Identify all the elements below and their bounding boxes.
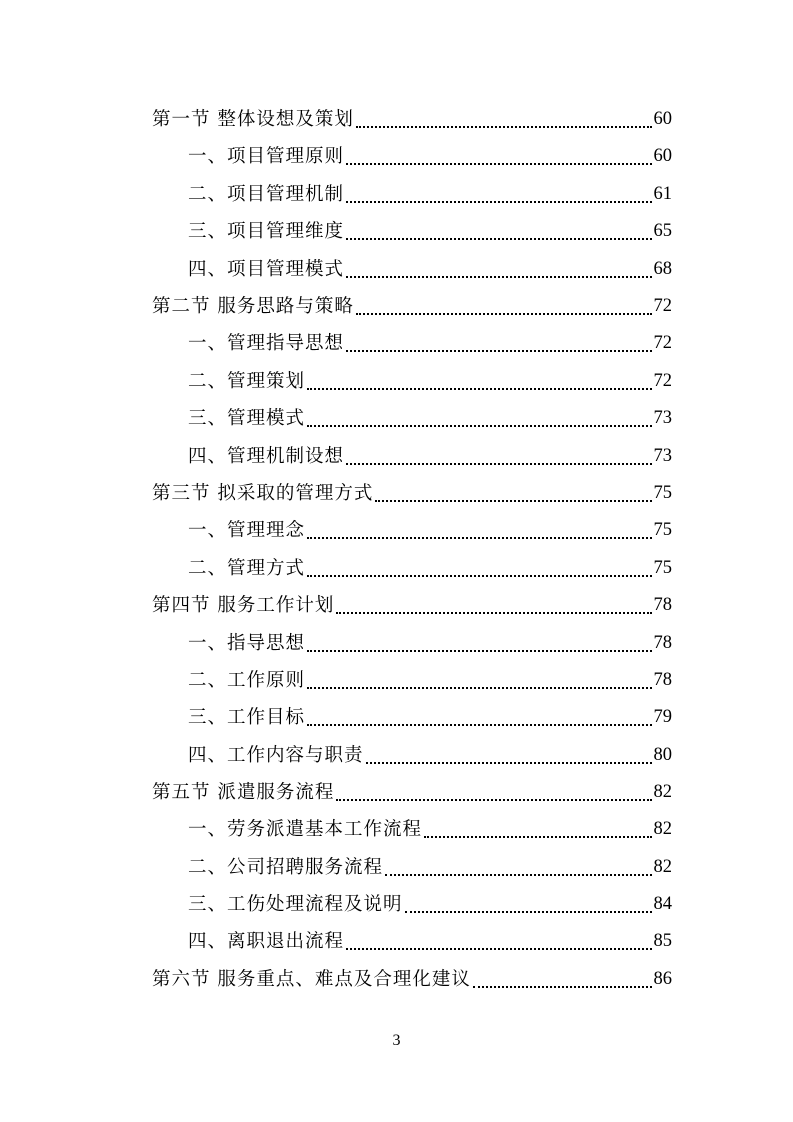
toc-entry[interactable] — [188, 512, 672, 549]
toc-entry-title: 二、管理方式 — [188, 557, 306, 579]
toc-dot-leader — [346, 138, 651, 175]
toc-dot-leader — [405, 886, 652, 923]
toc-entry-title: 四、工作内容与职责 — [188, 744, 364, 766]
toc-dot-leader — [346, 923, 651, 960]
toc-entry[interactable] — [188, 699, 672, 736]
toc-entry-title: 一、管理指导思想 — [188, 333, 345, 354]
toc-entry[interactable] — [188, 400, 672, 437]
toc-entry-title: 三、项目管理维度 — [188, 221, 345, 242]
toc-entry-title: 四、项目管理模式 — [188, 258, 345, 280]
toc-dot-leader — [356, 101, 652, 138]
toc-entry[interactable] — [152, 587, 672, 624]
page-number: 3 — [392, 1032, 401, 1049]
toc-entry-page: 60 — [653, 109, 672, 129]
toc-dot-leader — [307, 550, 651, 587]
toc-dot-leader — [424, 811, 651, 848]
toc-entry-page: 80 — [653, 744, 672, 765]
toc-entry-title: 二、项目管理机制 — [188, 183, 345, 205]
toc-entry-title: 一、劳务派遣基本工作流程 — [188, 819, 423, 840]
toc-dot-leader — [307, 400, 651, 437]
toc-entry[interactable] — [188, 550, 672, 587]
toc-entry-page: 75 — [653, 557, 672, 578]
toc-entry-page: 73 — [653, 445, 672, 466]
toc-dot-leader — [346, 251, 651, 288]
toc-entry-title: 第一节 整体设想及策划 — [152, 109, 354, 130]
toc-dot-leader — [473, 961, 652, 998]
toc-entry-title: 三、工作目标 — [188, 707, 306, 728]
toc-dot-leader — [375, 475, 651, 512]
toc-entry[interactable] — [188, 251, 672, 288]
toc-entry-title: 一、指导思想 — [188, 632, 306, 654]
toc-entry[interactable] — [188, 213, 672, 250]
toc-entry-title: 一、管理理念 — [188, 520, 306, 541]
toc-entry-page: 72 — [653, 333, 672, 353]
toc-entry-page: 78 — [653, 595, 672, 615]
toc-entry[interactable] — [188, 662, 672, 699]
toc-entry-page: 84 — [653, 894, 672, 914]
toc-entry[interactable] — [188, 811, 672, 848]
toc-entry[interactable] — [188, 849, 672, 886]
toc-entry-page: 82 — [653, 819, 672, 839]
toc-entry-page: 61 — [653, 183, 672, 204]
toc-entry[interactable] — [188, 923, 672, 960]
toc-entry-page: 78 — [653, 670, 672, 690]
toc-dot-leader — [307, 512, 651, 549]
toc-dot-leader — [356, 288, 652, 325]
toc-entry[interactable] — [188, 737, 672, 774]
toc-entry[interactable] — [152, 774, 672, 811]
toc-entry[interactable] — [188, 138, 672, 175]
toc-entry[interactable] — [188, 363, 672, 400]
toc-dot-leader — [346, 438, 651, 475]
toc-entry[interactable] — [188, 176, 672, 213]
toc-entry-page: 72 — [653, 370, 672, 391]
toc-entry[interactable] — [152, 288, 672, 325]
toc-entry-page: 72 — [653, 296, 672, 316]
toc-dot-leader — [366, 737, 652, 774]
toc-entry-page: 75 — [653, 520, 672, 540]
toc-entry-title: 第四节 服务工作计划 — [152, 595, 335, 616]
toc-dot-leader — [307, 662, 651, 699]
toc-entry[interactable] — [152, 101, 672, 138]
toc-entry-title: 二、管理策划 — [188, 370, 306, 392]
toc-entry[interactable] — [152, 961, 672, 998]
toc-entry-title: 四、管理机制设想 — [188, 445, 345, 467]
toc-entry-page: 82 — [653, 782, 672, 802]
toc-entry-title: 第三节 拟采取的管理方式 — [152, 483, 374, 504]
toc-entry-page: 79 — [653, 707, 672, 727]
toc-entry-page: 60 — [653, 146, 672, 166]
toc-entry-title: 三、工伤处理流程及说明 — [188, 894, 403, 915]
toc-entry-title: 一、项目管理原则 — [188, 146, 345, 167]
toc-entry[interactable] — [152, 475, 672, 512]
toc-entry-title: 二、工作原则 — [188, 670, 306, 691]
toc-entry-title: 第六节 服务重点、难点及合理化建议 — [152, 968, 471, 990]
toc-dot-leader — [346, 213, 651, 250]
toc-entry-title: 四、离职退出流程 — [188, 931, 345, 952]
toc-entry[interactable] — [188, 325, 672, 362]
toc-dot-leader — [307, 363, 651, 400]
toc-entry-page: 86 — [653, 968, 672, 989]
toc-entry-page: 85 — [653, 931, 672, 951]
toc-entry-title: 二、公司招聘服务流程 — [188, 856, 384, 878]
toc-entry[interactable] — [188, 886, 672, 923]
toc-dot-leader — [336, 587, 651, 624]
toc-entry[interactable] — [188, 625, 672, 662]
toc-entry-title: 三、管理模式 — [188, 408, 306, 429]
toc-entry-title: 第五节 派遣服务流程 — [152, 782, 335, 803]
toc-dot-leader — [307, 625, 651, 662]
toc-entry-page: 75 — [653, 483, 672, 503]
toc-dot-leader — [385, 849, 651, 886]
toc-entry-page: 78 — [653, 632, 672, 653]
toc-dot-leader — [346, 325, 651, 362]
toc-entry-page: 82 — [653, 856, 672, 877]
toc-entry-page: 68 — [653, 258, 672, 279]
toc-entry[interactable] — [188, 438, 672, 475]
toc-dot-leader — [307, 699, 651, 736]
toc-entry-page: 65 — [653, 221, 672, 241]
toc-entry-title: 第二节 服务思路与策略 — [152, 296, 354, 317]
toc-dot-leader — [336, 774, 651, 811]
toc-dot-leader — [346, 176, 651, 213]
toc-entry-page: 73 — [653, 408, 672, 428]
